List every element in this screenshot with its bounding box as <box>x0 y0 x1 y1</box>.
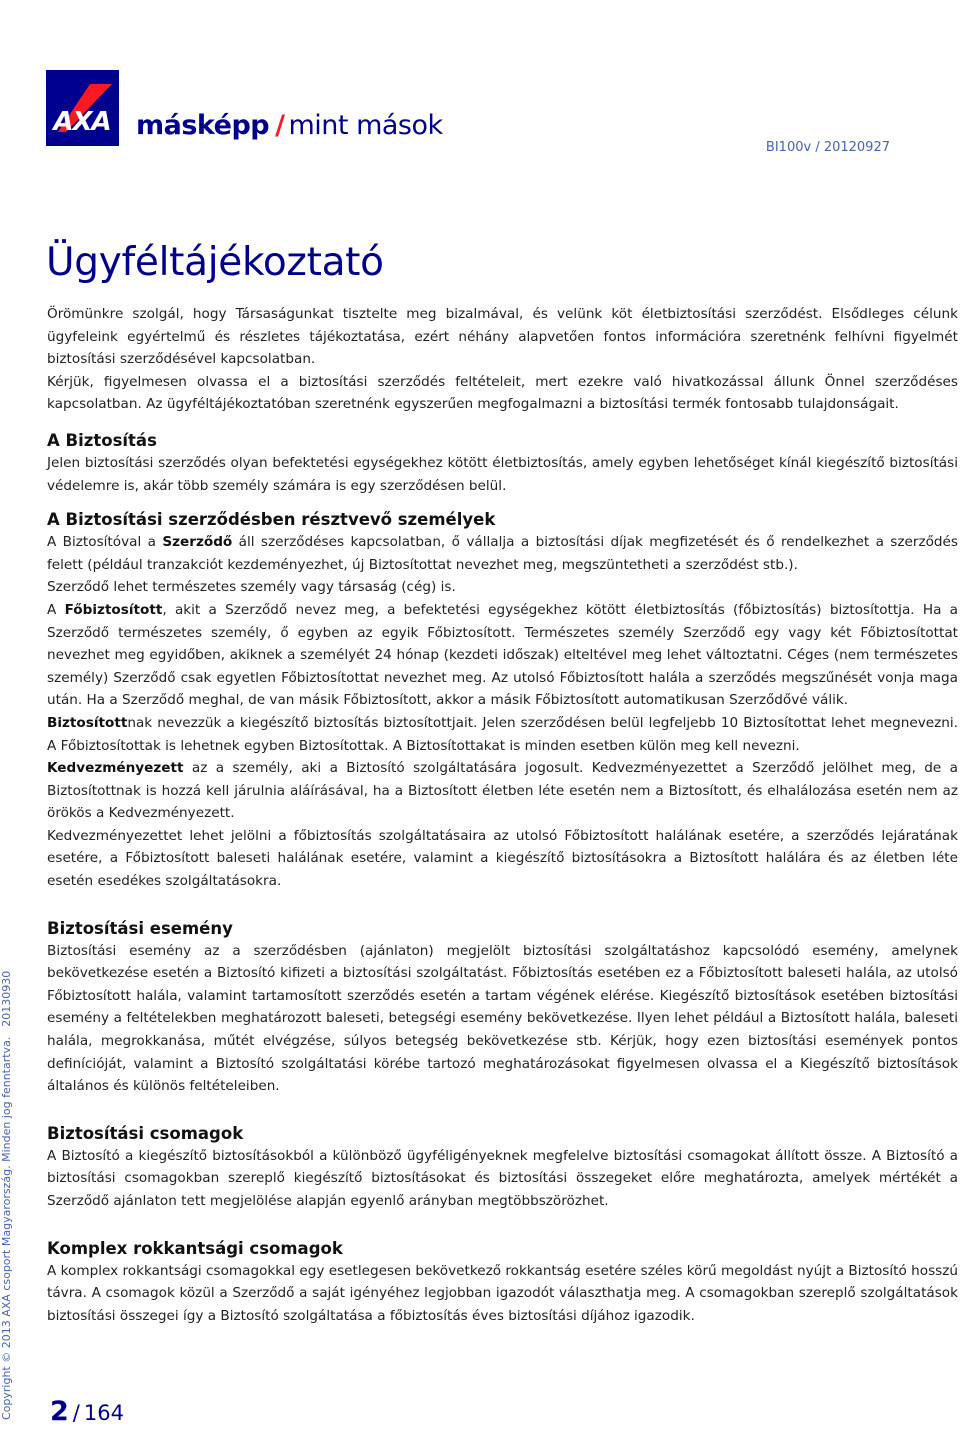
footer-code: 20130930 <box>0 970 13 1027</box>
szemelyek-paragraph-6: Kedvezményezettet lehet jelölni a főbiztosítás szolgáltatásaira az utolsó Főbiztosított halálának esetére, a szerződés lejáratának esetére, a Főbiztosított baleseti halálának esetére, valamint a kiegészítő biztosításokra a Biztosított halálára és az életben léte esetén esedékes szolgáltatásokra. <box>47 827 958 890</box>
tagline-slash: / <box>275 110 285 141</box>
axa-logo <box>46 70 119 146</box>
intro-paragraph-2: Kérjük, figyelmesen olvassa el a biztosítási szerződés feltételeit, mert ezekre való hivatkozással állunk Önnel szerződéses kapcsolatban. Az ügyféltájékoztatóban szeretnénk egyszerűen megfogalmazni a biztosítási termék fontosabb tulajdonságait. <box>47 373 958 413</box>
section-heading-biztositas: A Biztosítás <box>47 430 157 450</box>
term-kedvezmenyezett: Kedvezményezett <box>47 760 184 777</box>
page-number <box>50 1396 124 1427</box>
szemelyek-paragraph-5: Kedvezményezett az a személy, aki a Biztosító szolgáltatására jogosult. Kedvezményezettet a Szerződő jelölhet meg, de a Biztosítottnak is hozzá kell járulnia aláírásával, ha a Biztosított életben léte esetén nem a Biztosított, és elhalálozása esetén nem az örökös a Kedvezményezett. <box>47 760 958 822</box>
axa-logo-mark <box>46 70 119 146</box>
section-text-biztositas: Jelen biztosítási szerződés olyan befektetési egységekhez kötött életbiztosítás, amely egyben lehetőséget kínál kiegészítő biztosítási védelemre is, akár több személy számára is egy szerződésen belül. <box>47 454 958 494</box>
szemelyek-paragraph-3: A Főbiztosított, akit a Szerződő nevez meg, a befektetési egységekhez kötött életbiztosítás (főbiztosítás) biztosítottja. Ha a Szerződő természetes személy, ő egyben az egyik Főbiztosított. Természetes személy Szerződő egy vagy két Főbiztosítottat nevezhet meg egyidőben, akiknek a személyét 24 hónap (kezdeti időszak) elteltével meg lehet változtatni. Céges (nem természetes személy) Szerződő csak egyetlen Főbiztosítottat nevezhet meg. Az utolsó Főbiztosított halála a szerződés megszűnését vonja maga után. Ha a Szerződő meghal, de van másik Főbiztosított, akkor a másik Főbiztosított automatikusan Szerződővé válik. <box>47 601 958 709</box>
section-heading-rokkantsagi: Komplex rokkantsági csomagok <box>47 1238 343 1258</box>
tagline-part1: másképp <box>136 110 270 141</box>
side-copyright <box>0 971 13 1420</box>
page-current: 2 <box>50 1396 69 1427</box>
section-heading-esemeny: Biztosítási esemény <box>47 918 233 938</box>
section-text-csomagok: A Biztosító a kiegészítő biztosításokból a különböző ügyféligényeknek megfelelve biztosítási csomagokat állított össze. A Biztosító a biztosítási csomagokban szereplő kiegészítő biztosításokat és biztosítási összegeket előre meghatározta, amelyek mértékét a Szerződő ajánlaton tett megjelölése alapján egyenlő arányban megtöbbszörözhet. <box>47 1147 958 1209</box>
term-biztositott: Biztosított <box>47 714 128 731</box>
szemelyek-paragraph-2: Szerződő lehet természetes személy vagy társaság (cég) is. <box>47 579 456 596</box>
tagline-part2: mint mások <box>288 110 443 141</box>
copyright-text: Copyright © 2013 AXA csoport Magyarország. Minden jog fenntartva. <box>0 1036 13 1420</box>
tagline <box>136 110 443 141</box>
term-fobiztositott: Főbiztosított <box>64 601 163 618</box>
page-total: 164 <box>83 1401 124 1425</box>
section-heading-szemelyek: A Biztosítási szerződésben résztvevő személyek <box>47 510 496 530</box>
term-szerzodo: Szerződő <box>162 534 233 551</box>
page-separator: / <box>72 1401 80 1425</box>
axa-logo-text: AXA <box>53 107 111 137</box>
szemelyek-paragraph-4: Biztosítottnak nevezzük a kiegészítő biztosítás biztosítottjait. Jelen szerződésen belül legfeljebb 10 Biztosítottat lehet megnevezni. A Főbiztosítottak is lehetnek egyben Biztosítottak. A Biztosítottakat is minden esetben külön meg kell nevezni. <box>47 714 958 754</box>
document-code: BI100v / 20120927 <box>765 140 890 155</box>
page-title: Ügyféltájékoztató <box>46 240 384 285</box>
document-body <box>47 303 958 1327</box>
section-text-rokkantsagi: A komplex rokkantsági csomagokkal egy esetlegesen bekövetkező rokkantság esetére széles körű megoldást nyújt a Biztosító hosszú távra. A csomagok közül a Szerződő a saját igényéhez legjobban igazodót választhatja meg. A csomagokban szereplő szolgáltatások biztosítási összegei így a Biztosító szolgáltatása a főbiztosítás éves biztosítási díjához igazodik. <box>47 1262 958 1324</box>
szemelyek-paragraph-1: A Biztosítóval a Szerződő áll szerződéses kapcsolatban, ő vállalja a biztosítási díjak megfizetését és ő rendelkezhet a szerződés felett (például tranzakciót kezdeményezhet, új Biztosítottat nevezhet meg, megszüntetheti a szerződést stb.). <box>47 534 958 573</box>
section-text-esemeny: Biztosítási esemény az a szerződésben (ajánlaton) megjelölt biztosítási szolgáltatáshoz kapcsolódó esemény, amelynek bekövetkezése esetén a Biztosító kifizeti a biztosítási szolgáltatást. Főbiztosítás esetében ez a Főbiztosított baleseti halála, az utolsó Főbiztosított halála, valamint tartamosított szerződés esetén a tartam végének elérése. Kiegészítő biztosítások esetében biztosítási esemény a feltételekben meghatározott baleseti, betegségi esemény bekövetkezése. Ilyen lehet például a Biztosított halála, baleseti halála, megrokkanása, műtét elvégzése, súlyos betegség bekövetkezése stb. Kérjük, hogy ezen biztosítási események pontos definícióját, valamint a Biztosító szolgáltatási körébe tartozó meghatározásokat figyelmesen olvassa el a Kiegészítő biztosítások általános és különös feltételeiben. <box>47 942 958 1095</box>
section-heading-csomagok: Biztosítási csomagok <box>47 1123 244 1143</box>
intro-paragraph-1: Örömünkre szolgál, hogy Társaságunkat tisztelte meg bizalmával, és velünk köt életbiztosítási szerződést. Elsődleges célunk ügyfeleink egyértelmű és részletes tájékoztatása, ezért néhány alapvetően fontos információra szeretnénk felhívni figyelmét biztosítási szerződésével kapcsolatban. <box>47 306 958 368</box>
